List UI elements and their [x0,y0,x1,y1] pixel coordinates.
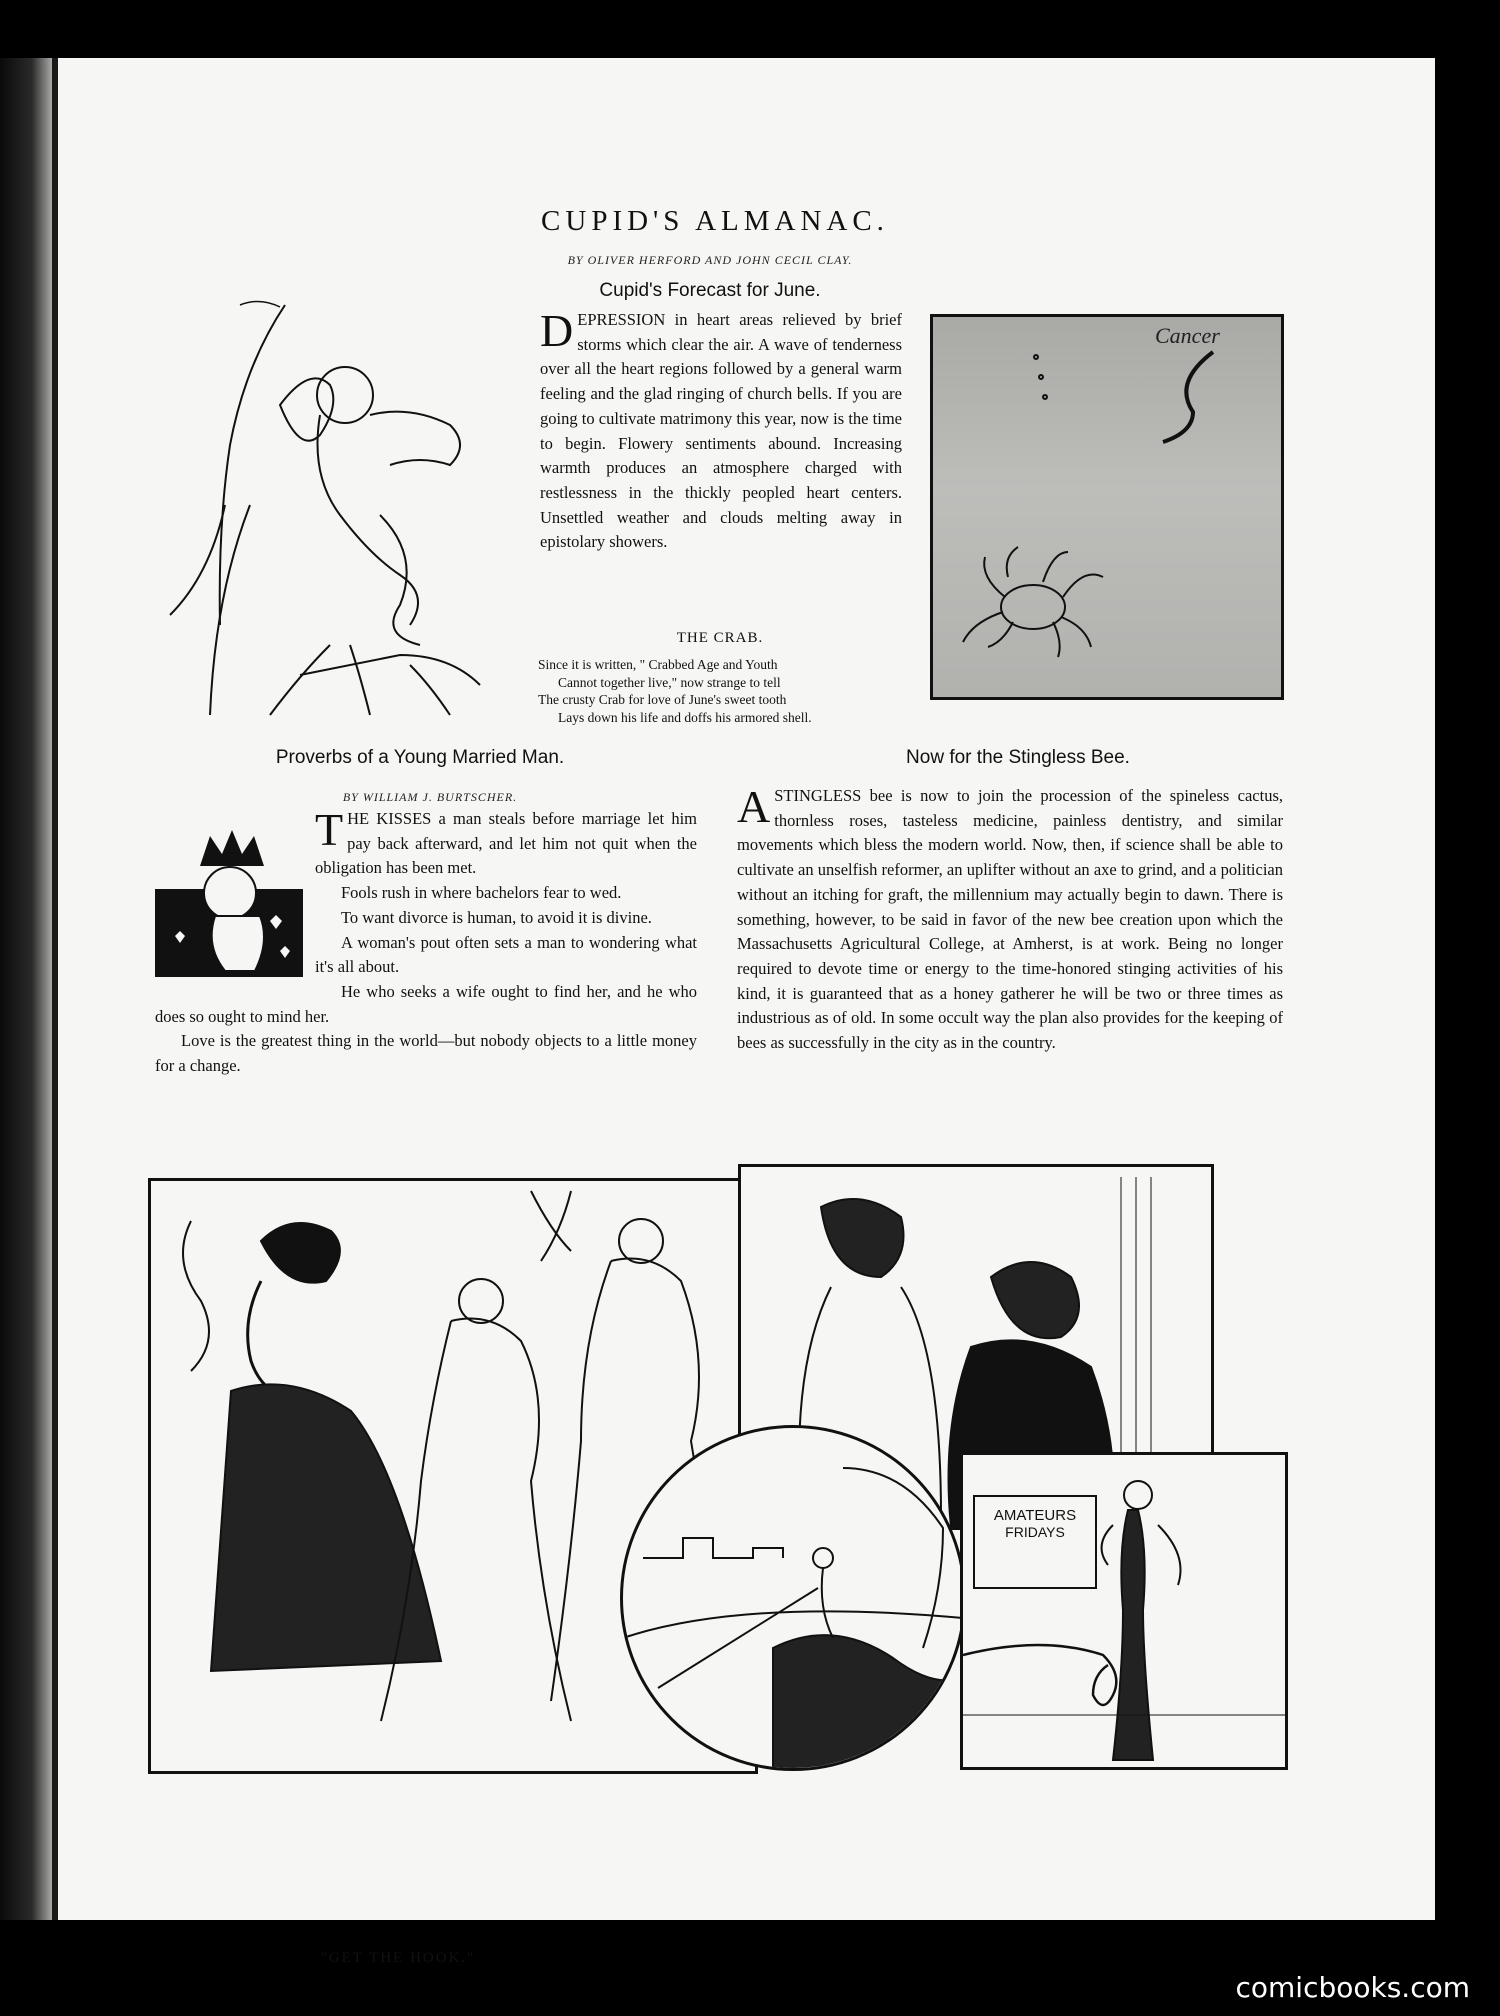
title-byline: BY OLIVER HERFORD AND JOHN CECIL CLAY. [567,253,853,267]
proverb: A woman's pout often sets a man to wondering what it's all about. [315,932,697,977]
amateur-night-panel [960,1452,1288,1770]
poem-line: Cannot together live," now strange to tell [558,674,781,690]
site-watermark: comicbooks.com [1235,1971,1470,2004]
proverbs-heading: Proverbs of a Young Married Man. [275,747,565,768]
bee-heading: Now for the Stingless Bee. [906,747,1130,768]
crab-poem-title: THE CRAB. [676,630,764,646]
proverbs-byline: BY WILLIAM J. BURTSCHER. [342,790,518,804]
forecast-text [540,305,902,555]
poem-line: The crusty Crab for love of June's sweet tooth [538,692,787,707]
crab-poem [538,656,918,726]
fishing-drawing [623,1428,963,1768]
woman-on-stage-drawing [963,1455,1285,1767]
poem-line: Since it is written, " Crabbed Age and Youth [538,657,778,672]
crowned-baby-vignette [155,811,303,979]
forecast-body: EPRESSION in heart areas relieved by brief storms which clear the air. A wave of tenderness over all the heart regions followed by a general warm feeling and the glad ringing of church bells. If you are going to cultivate matrimony this year, now is the time to begin. Flowery sentiments abound. Increasing warmth produces an atmosphere charged with restlessness in the thickly peopled heart centers. Unsettled weather and clouds melting away in epistolary showers. [540,310,902,552]
bee-text [737,781,1283,1056]
fishing-vignette [620,1425,966,1771]
binding-gutter [0,58,58,1920]
bee-body: STINGLESS bee is now to join the procession of the spineless cactus, thornless roses, tasteless medicine, painless dentistry, and similar movements which bless the modern world. Now, then, if science shall be able to cultivate an unselfish reformer, an uplifter without an axe to grind, and a politician without an itching for graft, the millennium may actually begin to dawn. There is something, however, to be said in favor of the new bee creation upon which the Massachusetts Agricultural College, at Amherst, is at work. Being no longer required to devote time or energy to the time-honored stinging activities of his kind, it is guaranteed that as a honey gatherer he will be two or three times as industrious as of old. In some occult way the plan also provides for the keeping of bees as successfully in the city as in the country. [737,786,1283,1053]
proverb: To want divorce is human, to avoid it is divine. [341,907,652,927]
poem-line: Lays down his life and doffs his armored shell. [558,709,812,725]
page-title: CUPID'S ALMANAC. [541,205,889,237]
forecast-dropcap: D [540,305,574,356]
cupid-illustration [150,285,530,725]
proverbs-text [155,804,697,1079]
proverb: HE KISSES a man steals before marriage let him pay back afterward, and let him not quit when the obligation has been met. [315,809,697,878]
cancer-zodiac-panel [930,314,1284,700]
forecast-heading: Cupid's Forecast for June. [599,280,821,301]
illustration-caption: "GET THE HOOK." [320,1950,476,1966]
proverb: He who seeks a wife ought to find her, and he who does so ought to mind her. [155,981,697,1026]
sign-line-1: AMATEURS [993,1507,1077,1524]
proverbs-dropcap: T [315,804,344,855]
cancer-label: Cancer [1155,323,1220,348]
proverb: Fools rush in where bachelors fear to wed. [341,883,622,903]
bee-dropcap: A [737,781,771,832]
sign-line-2: FRIDAYS [1005,1524,1065,1540]
crab-drawing [933,317,1281,697]
proverb: Love is the greatest thing in the world—but nobody objects to a little money for a change. [155,1031,697,1076]
